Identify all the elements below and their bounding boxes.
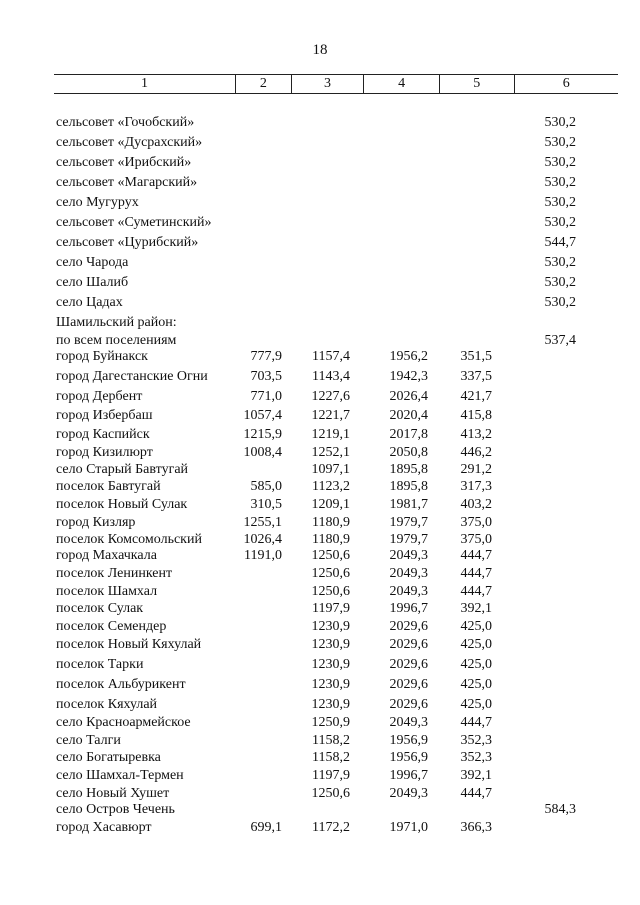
cell-col-3: 1250,6	[311, 786, 350, 801]
cell-col-3: 1230,9	[311, 657, 350, 672]
cell-col-4: 2029,6	[389, 697, 428, 712]
table-row	[0, 407, 640, 427]
cell-col-4: 1895,8	[389, 462, 428, 477]
cell-col-3: 1180,9	[312, 515, 350, 530]
column-header-4: 4	[364, 75, 440, 93]
cell-col-6: 530,2	[544, 295, 576, 310]
column-header-2: 2	[236, 75, 292, 93]
cell-col-2: 1215,9	[243, 427, 282, 442]
cell-col-4: 2049,3	[389, 715, 428, 730]
cell-col-6: 544,7	[544, 235, 576, 250]
cell-col-4: 2029,6	[389, 657, 428, 672]
table-row	[0, 676, 640, 696]
cell-col-4: 1956,9	[389, 750, 428, 765]
cell-col-6: 530,2	[544, 115, 576, 130]
cell-col-4: 2049,3	[389, 548, 428, 563]
table-row	[0, 194, 640, 214]
table-row	[0, 348, 640, 368]
cell-col-3: 1097,1	[311, 462, 350, 477]
row-name: город Каспийск	[56, 427, 150, 442]
row-name: село Остров Чечень	[56, 802, 175, 817]
cell-col-4: 2029,6	[389, 637, 428, 652]
row-name: город Кизляр	[56, 515, 136, 530]
cell-col-4: 1895,8	[389, 479, 428, 494]
table-row	[0, 656, 640, 676]
cell-col-4: 1942,3	[389, 369, 428, 384]
row-name: сельсовет «Дусрахский»	[56, 135, 203, 150]
table-row	[0, 314, 640, 334]
cell-col-2: 1008,4	[243, 445, 282, 460]
cell-col-4: 2020,4	[389, 408, 428, 423]
cell-col-4: 1996,7	[389, 601, 428, 616]
row-name: поселок Бавтугай	[56, 479, 161, 494]
cell-col-2: 1057,4	[243, 408, 282, 423]
page-number: 18	[312, 42, 328, 58]
row-name: поселок Шамхал	[56, 584, 158, 599]
table-row	[0, 294, 640, 314]
cell-col-6: 537,4	[544, 333, 576, 348]
table-row	[0, 388, 640, 408]
table-row	[0, 114, 640, 134]
table-row	[0, 600, 640, 620]
row-name: село Шалиб	[56, 275, 129, 290]
cell-col-6: 530,2	[544, 195, 576, 210]
cell-col-4: 2049,3	[389, 584, 428, 599]
cell-col-2: 310,5	[250, 497, 282, 512]
cell-col-5: 392,1	[460, 601, 492, 616]
cell-col-5: 444,7	[460, 786, 492, 801]
cell-col-5: 352,3	[460, 733, 492, 748]
table-row	[0, 714, 640, 734]
cell-col-4: 1981,7	[389, 497, 428, 512]
cell-col-3: 1230,9	[311, 697, 350, 712]
cell-col-3: 1230,9	[311, 619, 350, 634]
cell-col-5: 375,0	[460, 515, 492, 530]
cell-col-5: 425,0	[460, 677, 492, 692]
cell-col-2: 1026,4	[243, 532, 282, 547]
table-row	[0, 565, 640, 585]
table-row	[0, 154, 640, 174]
column-header-3: 3	[292, 75, 365, 93]
cell-col-4: 2026,4	[389, 389, 428, 404]
table-row	[0, 368, 640, 388]
cell-col-4: 1956,9	[389, 733, 428, 748]
cell-col-4: 1971,0	[389, 820, 428, 835]
table-row	[0, 547, 640, 567]
row-name: село Шамхал-Термен	[56, 768, 184, 783]
cell-col-5: 337,5	[460, 369, 492, 384]
cell-col-5: 446,2	[460, 445, 492, 460]
row-name: село Талги	[56, 733, 121, 748]
cell-col-5: 421,7	[460, 389, 492, 404]
cell-col-3: 1250,6	[311, 548, 350, 563]
row-name: село Мугурух	[56, 195, 139, 210]
row-name: город Дербент	[56, 389, 143, 404]
cell-col-3: 1157,4	[312, 349, 350, 364]
cell-col-3: 1197,9	[312, 601, 350, 616]
cell-col-2: 703,5	[250, 369, 282, 384]
cell-col-3: 1227,6	[311, 389, 350, 404]
row-name: село Красноармейское	[56, 715, 191, 730]
cell-col-4: 1956,2	[389, 349, 428, 364]
row-name: поселок Новый Сулак	[56, 497, 188, 512]
row-name: поселок Сулак	[56, 601, 144, 616]
cell-col-6: 530,2	[544, 275, 576, 290]
cell-col-6: 530,2	[544, 135, 576, 150]
cell-col-5: 425,0	[460, 697, 492, 712]
cell-col-4: 2049,3	[389, 786, 428, 801]
cell-col-3: 1252,1	[311, 445, 350, 460]
cell-col-2: 1255,1	[243, 515, 282, 530]
cell-col-3: 1221,7	[311, 408, 350, 423]
table-row	[0, 254, 640, 274]
cell-col-3: 1180,9	[312, 532, 350, 547]
row-name: поселок Кяхулай	[56, 697, 158, 712]
row-name: по всем поселениям	[56, 333, 177, 348]
cell-col-4: 2049,3	[389, 566, 428, 581]
row-name: сельсовет «Цурибский»	[56, 235, 199, 250]
cell-col-5: 291,2	[460, 462, 492, 477]
cell-col-5: 425,0	[460, 657, 492, 672]
cell-col-3: 1219,1	[311, 427, 350, 442]
row-name: сельсовет «Гочобский»	[56, 115, 195, 130]
cell-col-3: 1197,9	[312, 768, 350, 783]
row-name: село Старый Бавтугай	[56, 462, 189, 477]
column-header-6: 6	[562, 76, 570, 91]
cell-col-3: 1158,2	[312, 750, 350, 765]
cell-col-3: 1230,9	[311, 637, 350, 652]
table-row	[0, 426, 640, 446]
row-name: поселок Ленинкент	[56, 566, 173, 581]
cell-col-3: 1230,9	[311, 677, 350, 692]
cell-col-3: 1250,9	[311, 715, 350, 730]
cell-col-4: 2050,8	[389, 445, 428, 460]
row-name: село Богатыревка	[56, 750, 161, 765]
row-name: Шамильский район:	[56, 315, 177, 330]
cell-col-3: 1172,2	[312, 820, 350, 835]
column-header-1: 1	[54, 75, 236, 93]
cell-col-3: 1250,6	[311, 566, 350, 581]
cell-col-5: 415,8	[460, 408, 492, 423]
row-name: поселок Комсомольский	[56, 532, 202, 547]
cell-col-5: 425,0	[460, 619, 492, 634]
cell-col-4: 1996,7	[389, 768, 428, 783]
table-row	[0, 214, 640, 234]
table-row	[0, 749, 640, 769]
row-name: село Новый Хушет	[56, 786, 170, 801]
cell-col-5: 444,7	[460, 584, 492, 599]
cell-col-3: 1158,2	[312, 733, 350, 748]
cell-col-5: 351,5	[460, 349, 492, 364]
cell-col-4: 1979,7	[389, 515, 428, 530]
cell-col-2: 771,0	[250, 389, 282, 404]
row-name: сельсовет «Ирибский»	[56, 155, 192, 170]
table-row	[0, 174, 640, 194]
table-row	[0, 134, 640, 154]
row-name: поселок Тарки	[56, 657, 144, 672]
table-row	[0, 696, 640, 716]
cell-col-5: 444,7	[460, 548, 492, 563]
cell-col-5: 444,7	[460, 715, 492, 730]
table-row	[0, 636, 640, 656]
row-name: сельсовет «Суметинский»	[56, 215, 212, 230]
cell-col-5: 403,2	[460, 497, 492, 512]
cell-col-6: 530,2	[544, 215, 576, 230]
cell-col-2: 1191,0	[244, 548, 282, 563]
cell-col-5: 413,2	[460, 427, 492, 442]
cell-col-3: 1209,1	[311, 497, 350, 512]
cell-col-5: 317,3	[460, 479, 492, 494]
row-name: поселок Альбурикент	[56, 677, 186, 692]
cell-col-6: 530,2	[544, 255, 576, 270]
cell-col-4: 2017,8	[389, 427, 428, 442]
cell-col-4: 2029,6	[389, 619, 428, 634]
table-row	[0, 618, 640, 638]
cell-col-2: 777,9	[250, 349, 282, 364]
cell-col-3: 1123,2	[312, 479, 350, 494]
cell-col-5: 425,0	[460, 637, 492, 652]
cell-col-2: 699,1	[250, 820, 282, 835]
cell-col-5: 375,0	[460, 532, 492, 547]
table-row	[0, 496, 640, 516]
row-name: город Махачкала	[56, 548, 157, 563]
cell-col-6: 584,3	[544, 802, 576, 817]
row-name: поселок Семендер	[56, 619, 167, 634]
table-row	[0, 234, 640, 254]
cell-col-3: 1250,6	[311, 584, 350, 599]
row-name: город Кизилюрт	[56, 445, 153, 460]
table-row	[0, 801, 640, 821]
cell-col-2: 585,0	[250, 479, 282, 494]
row-name: сельсовет «Магарский»	[56, 175, 198, 190]
row-name: город Дагестанские Огни	[56, 369, 208, 384]
row-name: поселок Новый Кяхулай	[56, 637, 202, 652]
table-row	[0, 767, 640, 787]
cell-col-5: 366,3	[460, 820, 492, 835]
cell-col-5: 392,1	[460, 768, 492, 783]
row-name: село Цадах	[56, 295, 123, 310]
table-row	[0, 819, 640, 839]
cell-col-4: 2029,6	[389, 677, 428, 692]
cell-col-6: 530,2	[544, 175, 576, 190]
cell-col-3: 1143,4	[312, 369, 350, 384]
cell-col-5: 352,3	[460, 750, 492, 765]
table-row	[0, 274, 640, 294]
row-name: город Избербаш	[56, 408, 153, 423]
column-header-5: 5	[440, 75, 515, 93]
cell-col-5: 444,7	[460, 566, 492, 581]
row-name: город Хасавюрт	[56, 820, 152, 835]
cell-col-6: 530,2	[544, 155, 576, 170]
cell-col-4: 1979,7	[389, 532, 428, 547]
row-name: село Чарода	[56, 255, 129, 270]
table-row	[0, 478, 640, 498]
row-name: город Буйнакск	[56, 349, 148, 364]
